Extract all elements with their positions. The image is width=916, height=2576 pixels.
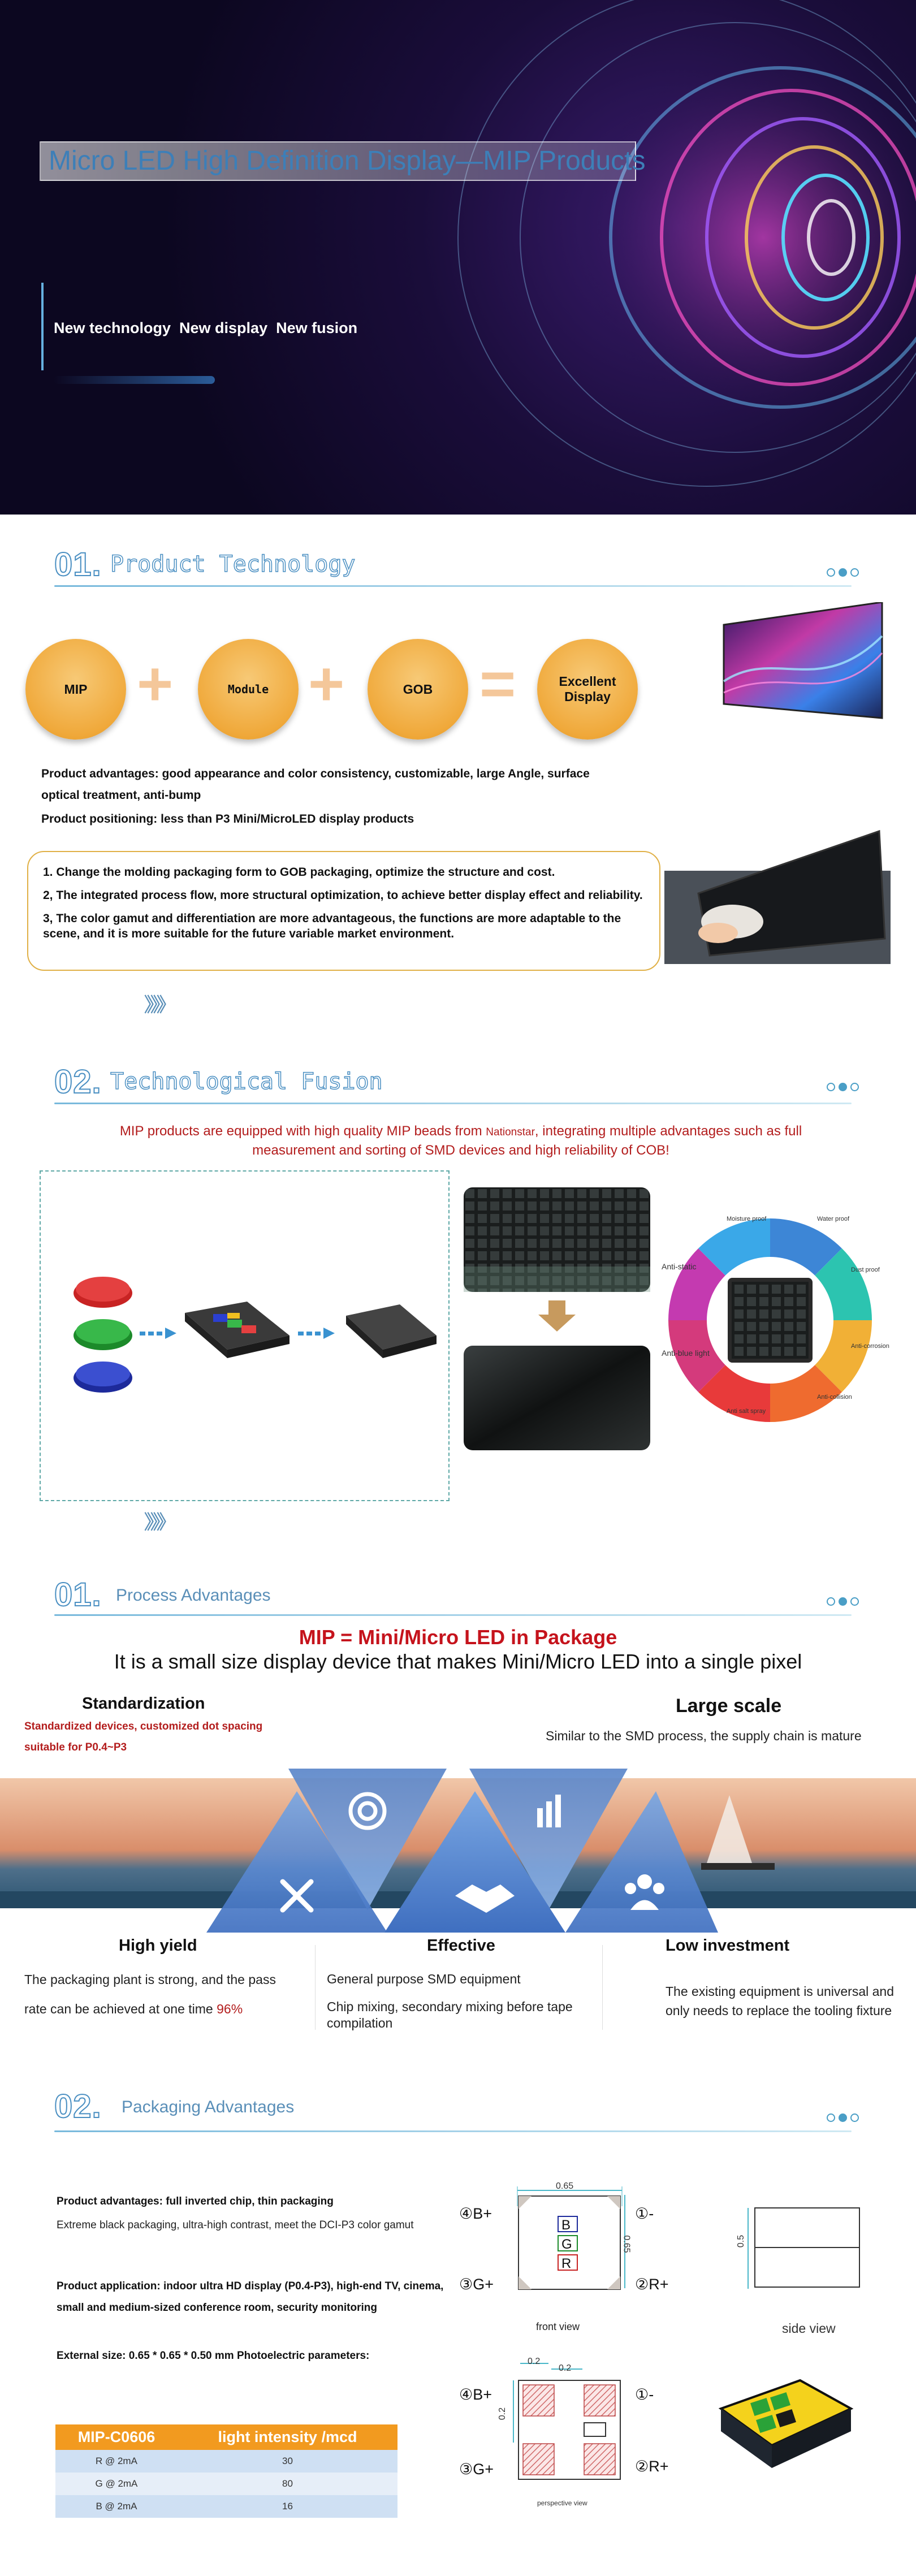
wheel-label-dust-proof: Dust proof [851, 1267, 880, 1273]
persp-dim-1: 0.2 [528, 2357, 541, 2366]
pin-g-plus: ③G+ [459, 2276, 494, 2293]
high-yield-percent: 96% [217, 2002, 243, 2016]
table-cell: G @ 2mA [55, 2473, 178, 2495]
section3-underline [54, 1614, 852, 1616]
hero-accent-bar [54, 376, 215, 384]
high-yield-body: The packaging plant is strong, and the pass rate can be achieved at one time [24, 1972, 276, 2016]
plus-icon: + [137, 649, 174, 719]
wheel-label-anti-blue-light: Anti-blue light [662, 1348, 710, 1358]
section4-underline [54, 2130, 852, 2132]
pin-r-plus: ②R+ [635, 2276, 669, 2293]
persp-pin-r-plus: ②R+ [635, 2458, 669, 2475]
section3-title: Process Advantages [116, 1586, 271, 1605]
effective-text-1: General purpose SMD equipment [327, 1972, 521, 1986]
chip-array [346, 1304, 437, 1358]
section4-number: 02. [54, 2088, 102, 2125]
packaging-adv-title: Product advantages: full inverted chip, thin packaging [57, 2195, 334, 2207]
external-size-text: External size: 0.65 * 0.65 * 0.50 mm Photoelectric parameters: [57, 2350, 370, 2362]
photoelectric-table [55, 2424, 397, 2518]
hero-subtitle: New technology New display New fusion [54, 319, 358, 336]
front-view-caption: front view [536, 2321, 580, 2332]
advantage-point-2: 2, The integrated process flow, more structural optimization, to achieve better display effect and reliability. [43, 889, 643, 902]
hero-divider [41, 283, 44, 370]
front-width-dim: 0.65 [556, 2181, 574, 2191]
section2-intro [96, 1122, 826, 1160]
section3-number: 01. [54, 1576, 102, 1613]
product-positioning-text: Product positioning: less than P3 Mini/MicroLED display products [41, 812, 414, 825]
front-letter-g: G [561, 2237, 572, 2252]
intro-text-a: MIP products are equipped with high quality MIP beads from [119, 1123, 486, 1139]
side-view-caption: side view [782, 2321, 836, 2336]
formula-gob: GOB [368, 639, 468, 740]
pager-dot-active[interactable] [839, 1083, 847, 1091]
section2-pager[interactable] [827, 1083, 859, 1091]
standardization-text: Standardized devices, customized dot spacing suitable for P0.4~P3 [24, 1721, 263, 1753]
table-row [55, 2495, 397, 2518]
rgb-chip-stacks [74, 1277, 132, 1393]
low-investment-text: The existing equipment is universal and only needs to replace the tooling fixture [666, 1984, 895, 2018]
persp-pin-g-plus: ③G+ [459, 2461, 494, 2478]
pin-minus: ①- [635, 2205, 654, 2222]
persp-pin-b-plus: ④B+ [459, 2386, 492, 2403]
low-investment-title: Low investment [666, 1937, 790, 1955]
formula-module: Module [198, 639, 299, 740]
mip-process-diagram [41, 1172, 448, 1500]
section1-underline [54, 585, 852, 587]
formula-mip: MIP [25, 639, 126, 740]
table-header: MIP-C0606 [55, 2424, 178, 2450]
single-chip [185, 1302, 290, 1358]
led-wall-image [718, 602, 888, 724]
table-row [55, 2450, 397, 2473]
table-cell: 16 [178, 2495, 397, 2518]
high-yield-title: High yield [119, 1937, 197, 1955]
pager-dot-active[interactable] [839, 2113, 847, 2122]
effective-title: Effective [427, 1937, 495, 1955]
wheel-label-anti-salt-spray: Anti salt spray [727, 1408, 766, 1415]
packaging-adv-text: Extreme black packaging, ultra-high contrast, meet the DCI-P3 color gamut [57, 2219, 414, 2231]
mip-subline: It is a small size display device that makes Mini/Micro LED into a single pixel [114, 1650, 802, 1673]
module-closeup-images [464, 1187, 650, 1453]
intro-brand: Nationstar [486, 1126, 535, 1138]
plus-icon: + [308, 649, 345, 719]
wheel-label-moisture-proof: Moisture proof [727, 1216, 767, 1222]
side-dim: 0.5 [736, 2234, 746, 2248]
section2-title: Technological Fusion [110, 1069, 383, 1095]
standardization-title: Standardization [82, 1695, 205, 1713]
wheel-label-anti-collision: Anti-collision [817, 1394, 852, 1401]
hero-banner [0, 0, 916, 515]
front-letter-r: R [561, 2256, 572, 2271]
column-divider [602, 1945, 603, 2030]
large-scale-title: Large scale [676, 1695, 782, 1717]
pager-dot[interactable] [827, 2113, 835, 2122]
side-view-diagram [738, 2205, 862, 2290]
pager-dot[interactable] [827, 1597, 835, 1606]
table-cell: 80 [178, 2473, 397, 2495]
wheel-label-water-proof: Water proof [817, 1216, 850, 1222]
product-advantages-text: Product advantages: good appearance and color consistency, customizable, large Angle, surface optical treatment, anti-bump [41, 767, 590, 802]
persp-dim-3: 0.2 [498, 2407, 508, 2421]
large-scale-text: Similar to the SMD process, the supply chain is mature [546, 1728, 862, 1743]
intro-text-b: , integrating multiple advantages such as full measurement and sorting of SMD devices and high reliability of COB! [252, 1123, 802, 1158]
table-cell: R @ 2mA [55, 2450, 178, 2473]
section4-pager[interactable] [827, 2113, 859, 2122]
pager-dot[interactable] [827, 1083, 835, 1091]
pager-dot[interactable] [827, 568, 835, 577]
pager-dot[interactable] [850, 1597, 859, 1606]
pager-dot[interactable] [850, 2113, 859, 2122]
section2-underline [54, 1103, 852, 1104]
pin-b-plus: ④B+ [459, 2205, 492, 2222]
pager-dot-active[interactable] [839, 1597, 847, 1606]
front-letter-b: B [561, 2218, 571, 2233]
section2-number: 02. [54, 1064, 102, 1100]
mip-process-panel [40, 1170, 450, 1501]
advantage-triangles [198, 1769, 718, 1933]
wheel-label-anti-corrosion: Anti-corrosion [851, 1343, 889, 1350]
perspective-view-diagram [512, 2358, 630, 2496]
section1-pager[interactable] [827, 568, 859, 577]
pager-dot[interactable] [850, 568, 859, 577]
mip-headline: MIP = Mini/Micro LED in Package [299, 1626, 617, 1649]
advantage-point-1: 1. Change the molding packaging form to GOB packaging, optimize the structure and cost. [43, 866, 555, 879]
pager-dot-active[interactable] [839, 568, 847, 577]
table-row [55, 2473, 397, 2495]
section4-title: Packaging Advantages [122, 2098, 295, 2116]
advantages-box [27, 851, 660, 971]
chevron-right-icon: 》》》 [144, 1512, 172, 1533]
wheel-label-anti-static: Anti-static [662, 1262, 697, 1271]
hero-title: Micro LED High Definition Display—MIP Products [40, 141, 636, 181]
chevron-right-icon: 》》》 [144, 995, 172, 1016]
table-header: light intensity /mcd [178, 2424, 397, 2450]
wipe-panel-image [664, 825, 891, 964]
advantage-point-3: 3, The color gamut and differentiation are more advantageous, the functions are more adaptable to the scene, and it is more suitable for the future variable market environment. [43, 912, 621, 940]
column-divider [315, 1945, 316, 2030]
perspective-caption: perspective view [537, 2499, 587, 2507]
table-cell: 30 [178, 2450, 397, 2473]
section1-number: 01. [54, 546, 102, 583]
effective-text-2: Chip mixing, secondary mixing before tape compilation [327, 1999, 573, 2030]
front-height-dim: 0.65 [621, 2235, 632, 2253]
formula-excellent-display: Excellent Display [537, 639, 638, 740]
pager-dot[interactable] [850, 1083, 859, 1091]
persp-pin-minus: ①- [635, 2386, 654, 2403]
table-cell: B @ 2mA [55, 2495, 178, 2518]
equals-icon: = [479, 649, 516, 719]
high-yield-text [24, 1965, 290, 2024]
chip-3d-render [698, 2369, 868, 2474]
persp-dim-2: 0.2 [559, 2363, 572, 2373]
packaging-application-text: Product application: indoor ultra HD display (P0.4-P3), high-end TV, cinema, small and medium-sized conference room, security monitoring [57, 2280, 444, 2314]
section3-pager[interactable] [827, 1597, 859, 1606]
section1-title: Product Technology [110, 551, 356, 577]
hero-light-rings [0, 0, 916, 515]
